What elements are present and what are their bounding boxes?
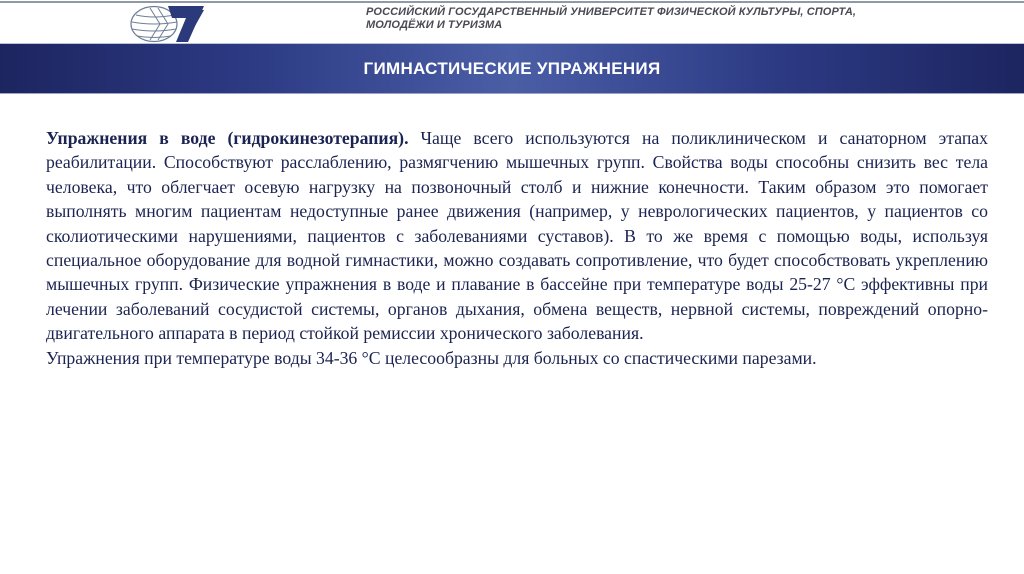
slide-title: ГИМНАСТИЧЕСКИЕ УПРАЖНЕНИЯ — [363, 59, 661, 78]
university-name-line2: МОЛОДЁЖИ И ТУРИЗМА — [366, 19, 503, 31]
paragraph-1-text: Чаще всего используются на поликлиническом и санаторном этапах реабилитации. Способствуют расслаблению, размягчению мышечных групп. Свойства воды способны снизить вес тела человека, что облегчает осевую нагрузку на позвоночный столб и нижние конечности. Таким образом это помогает выполнять многим пациентам недоступные ранее движения (например, у неврологических пациентов, у пациентов со сколиотическими нарушениями, пациентов с заболеваниями суставов). В то же время с помощью воды, используя специальное оборудование для водной гимнастики, можно создавать сопротивление, что будет способствовать укреплению мышечных групп. Физические упражнения в воде и плавание в бассейне при температуре воды 25-27 °С эффективны при лечении заболеваний сосудистой системы, органов дыхания, обмена веществ, нервной системы, повреждений опорно-двигательного аппарата в период стойкой ремиссии хронического заболевания. — [46, 128, 988, 344]
university-name-line1: РОССИЙСКИЙ ГОСУДАРСТВЕННЫЙ УНИВЕРСИТЕТ ФИЗИЧЕСКОЙ КУЛЬТУРЫ, СПОРТА, — [366, 6, 857, 18]
body-paragraph-1 — [46, 126, 988, 346]
body-paragraph-2: Упражнения при температуре воды 34-36 °С целесообразны для больных со спастическими парезами. — [46, 347, 817, 368]
university-name — [366, 6, 886, 32]
university-emblem-icon — [128, 4, 206, 44]
paragraph-lead: Упражнения в воде (гидрокинезотерапия). — [46, 128, 409, 148]
top-divider-line — [0, 1, 1024, 3]
title-banner — [0, 43, 1024, 94]
slide-body — [46, 126, 988, 370]
